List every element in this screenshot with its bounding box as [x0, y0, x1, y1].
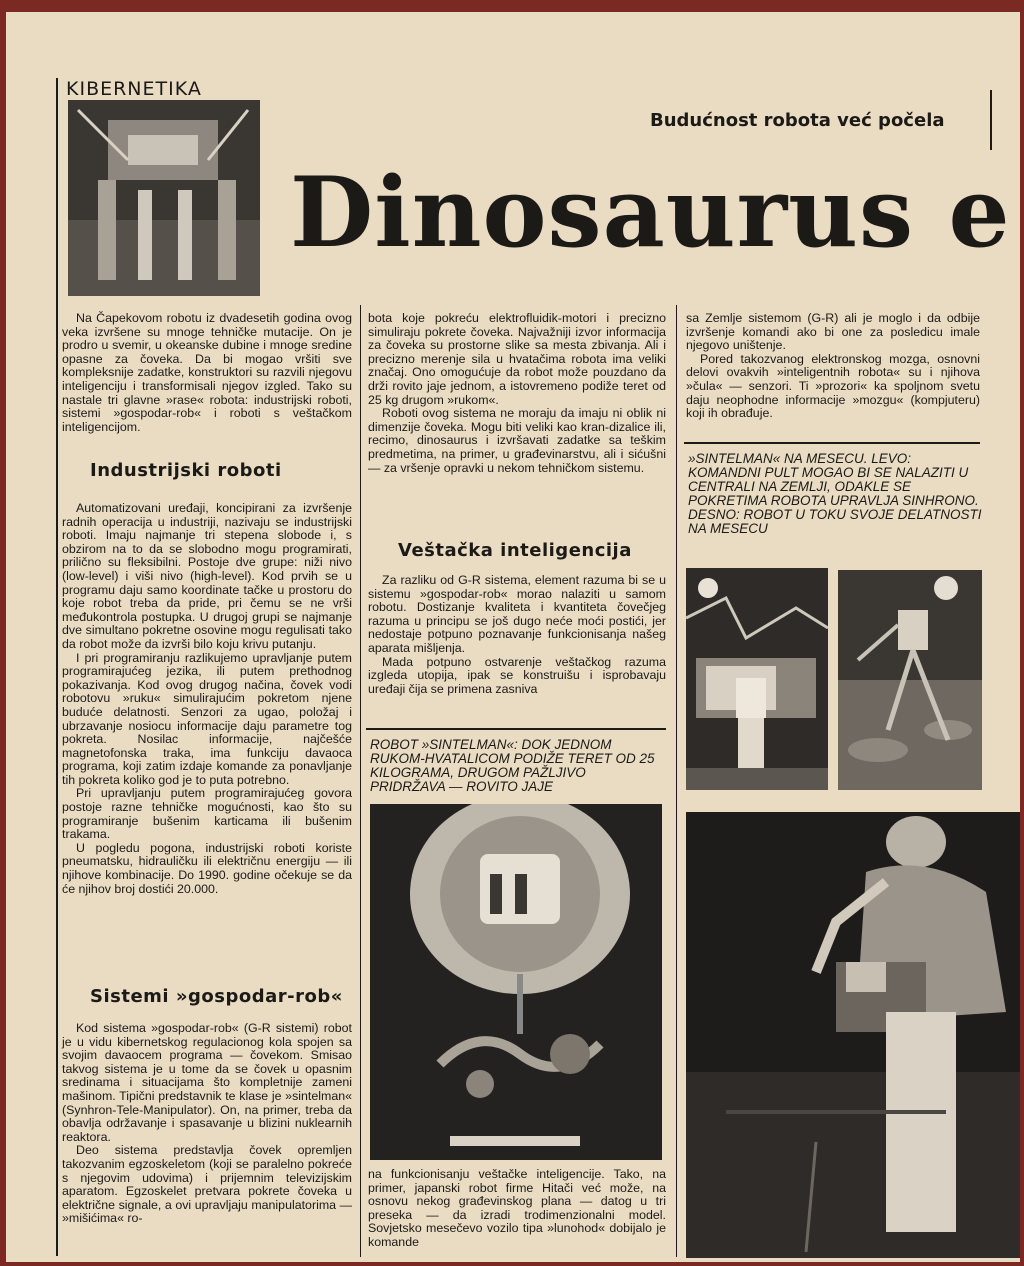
moon-control-panel-photo	[686, 568, 828, 790]
column-1-end	[62, 1022, 352, 1226]
column-divider-2	[676, 305, 677, 1257]
left-margin-rule	[56, 78, 58, 1256]
column-divider-1	[360, 305, 361, 1257]
intro-paragraph: Na Čapekovom robotu iz dvadesetih godina ovog veka izvršene su mnoge tehničke mutacije. On je prodro u svemir, u okeanske dubine i mnoge sredine opasne za čoveka. Da bi mogao vršiti sve kompleksnije zadatke, konstruktori su razvili njegovu inteligenciju i transformisali njegov izgled. Tako su nastale tri glavne »rase« robota: industrijski roboti, sistemi »gospodar-rob« i roboti s veštačkom inteligencijom.	[62, 311, 352, 434]
paragraph: Kod sistema »gospodar-rob« (G-R sistemi) robot je u vidu kibernetskog regulacionog kola spojen sa svojim davaocem programa — čovekom. Smisao takvog sistema je u tome da se čovek u opasnim sredinama i situacijama što kompletnije zameni mašinom. Tipični predstavnik te klase je »sintelman« (Synhron-Tele-Manipulator). On, na primer, treba da obavlja održavanje i spasavanje u blizini nuklearnih reaktora.	[62, 1021, 352, 1144]
moon-robot-photo	[838, 570, 982, 790]
kicker-rule	[990, 90, 992, 150]
paragraph: Za razliku od G-R sistema, element razuma bi se u sistemu »gospodar-rob« morao nalaziti u samom robotu. Dostizanje kvaliteta i kvantiteta čovečjeg razuma u principu se još dugo neće moći postići, jer nedostaje potpuno poznavanje funkcionisanja našeg aparata mišljenja.	[368, 573, 666, 655]
paragraph: Automatizovani uređaji, koncipirani za izvršenje radnih operacija u industriji, nazivaju se industrijski roboti. Imaju najmanje tri stepena slobode i, s obzirom na to da se slobodno mogu programirati, prilično su fleksibilni. Postoje dve grupe: niži nivo (low-level) i viši nivo (high-level). Kod prvih se u programu daju samo koordinate tačke u prostoru do koje robot treba da pride, pri čemu se ne vrši međukontrola postupka. U drugoj grupi se najmanje dve simultano pokretne osovine mogu regulisati tako da robot može da izvrši bilo koju krivu putanju.	[62, 501, 352, 651]
header-robot-photo	[68, 100, 260, 296]
subheading-artificial-intelligence: Veštačka inteligencija	[398, 540, 632, 561]
subheading-industrial-robots: Industrijski roboti	[90, 460, 282, 481]
headline: Dinosaurus e	[290, 156, 1011, 269]
column-3	[686, 312, 980, 421]
column-2-body	[368, 574, 666, 696]
caption-rule-col3	[684, 442, 980, 444]
paragraph: bota koje pokreću elektrofluidik-motori i precizno simuliraju pokrete čoveka. Najvažniji izvor informacija za čoveka su prostorne slike sa mesta zbivanja. Ali i precizno merenje sila u hvatačima robota ima veliki značaj. Ono omogućuje da robot može pouzdano da drži rovito jaje jednom, a istovremeno podiže teret od 25 kg drugom »rukom«.	[368, 311, 666, 407]
subheading-master-slave: Sistemi »gospodar-rob«	[90, 986, 343, 1007]
paragraph: na funkcionisanju veštačke inteligencije. Tako, na primer, japanski robot firme Hitači već može, na osnovu nekog građevinskog plana — datog u tri preseka — da izradi trodimenzionalni model. Sovjetsko mesečevo vozilo tipa »lunohod« dobijalo je komande	[368, 1167, 666, 1249]
photo-caption-sintelman: ROBOT »SINTELMAN«: DOK JEDNOM RUKOM-HVATALICOM PODIŽE TERET OD 25 KILOGRAMA, DRUGOM PAŽLJIVO PRIDRŽAVA — ROVITO JAJE	[370, 737, 655, 794]
operator-exoskeleton-photo	[686, 812, 1020, 1258]
paragraph: sa Zemlje sistemom (G-R) ali je moglo i da odbije izvršenje komandi ako bi one za posledicu imale njegovo uništenje.	[686, 311, 980, 353]
paragraph: Pored takozvanog elektronskog mozga, osnovni delovi ovakvih »inteligentnih robota« su i njihova »čula« — senzori. Ti »prozori« ka spoljnom svetu daju neophodne informacije »mozgu« (kompjuteru) koji ih obrađuje.	[686, 351, 980, 421]
caption-rule-col2	[366, 728, 666, 730]
column-1	[62, 312, 352, 434]
sintelman-robot-photo	[370, 804, 662, 1160]
paragraph: Roboti ovog sistema ne moraju da imaju ni oblik ni dimenzije čoveka. Mogu biti veliki kao kran-dizalice ili, recimo, dinosaurus i izvršavati zadatke sa teškim predmetima, na primer, u građevinarstvu, ali i sićušni — za vršenje opravki u nekom tehničkom sistemu.	[368, 406, 666, 475]
photo-caption-moon: »SINTELMAN« NA MESECU. LEVO: KOMANDNI PULT MOGAO BI SE NALAZITI U CENTRALI NA ZEMLJI, ODAKLE SE POKRETIMA ROBOTA UPRAVLJA SINHRONO. DESNO: ROBOT U TOKU SVOJE DELATNOSTI NA MESECU	[688, 451, 982, 536]
paragraph: Mada potpuno ostvarenje veštačkog razuma izgleda utopija, ipak se konstruišu i isprobavaju uređaji čija se primena zasniva	[368, 654, 666, 696]
kicker: Budućnost robota već počela	[650, 110, 945, 131]
paragraph: Deo sistema predstavlja čovek opremljen takozvanim egzoskeletom (koji se paralelno pokreće s njegovim udovima) i prijemnim televizijskim aparatom. Egzoskelet pretvara pokrete čoveka u električne signale, a ovi upravljaju manipulatorima — »mišićima« ro-	[62, 1143, 352, 1226]
paragraph: I pri programiranju razlikujemo upravljanje putem programirajućeg jezika, ili putem prethodnog pokazivanja. Kod ovog drugog načina, čovek vodi robotovu »ruku« simulirajućim pokretom njene buduće delatnosti. Senzori za ugao, položaj i ubrzavanje nosiocu informacije daju parametre tog pokreta. Nosilac informacije, najčešće magnetofonska traka, ima funkciju davaoca programa, koji zatim izdaje komande za ponavljanje tih pokreta koliko god je to puta potrebno.	[62, 650, 352, 787]
column-1-body	[62, 502, 352, 896]
paragraph: U pogledu pogona, industrijski roboti koriste pneumatsku, hidrauličku ili električnu energiju — ili njihove kombinacije. Do 1990. godine očekuje se da će njihov broj dostići 20.000.	[62, 840, 352, 896]
column-2	[368, 312, 666, 475]
section-label: KIBERNETIKA	[66, 78, 202, 100]
paragraph: Pri upravljanju putem programirajućeg govora postoje razne tehničke mogućnosti, kao što su programiranje bušenim karticama ili bušenim trakama.	[62, 786, 352, 842]
column-2-end	[368, 1168, 666, 1250]
